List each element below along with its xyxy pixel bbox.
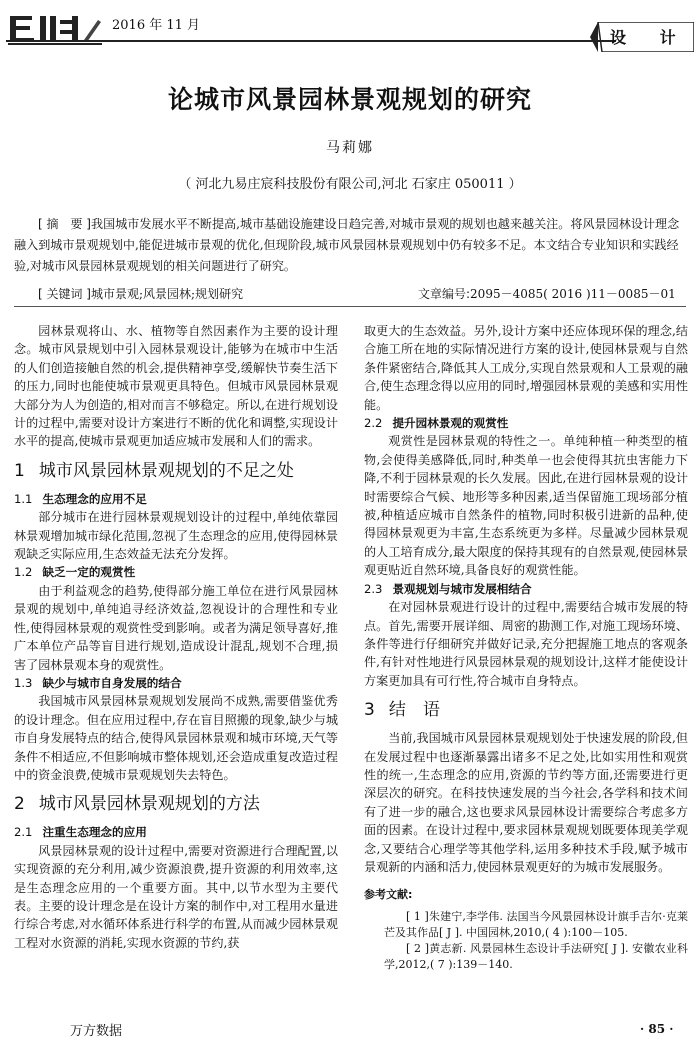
section-2-1-text: 风景园林景观的设计过程中,需要对资源进行合理配置,以实现资源的充分利用,减少资源浪费,提升资源的利用效率,这是生态理念应用的一个重要方面。其中,以节水型为主要代表。主要的设计理念是在设计方案的制作中,对工程用水量进行综合考虑,对水循环体系进行科学的布置,从而减少园林景观工程对水资源的消耗,实现水资源的节约,获 xyxy=(14,843,338,950)
keywords xyxy=(38,285,243,302)
article-title: 论城市风景园林景观规划的研究 xyxy=(167,85,532,114)
author-affiliation: （ 河北九易庄宸科技股份有限公司,河北 石家庄 050011 ） xyxy=(178,177,522,192)
section-tab xyxy=(590,22,694,52)
section-1-2-text: 由于利益观念的趋势,使得部分施工单位在进行风景园林景观的规划中,单纯追寻经济效益,忽视设计的合理性和专业性,使得园林景观的观赏性受到影响。或者为满足领导喜好,推广本单位产品等盲目进行规划,造成设计混乱,规划不合理,损害了园林景观本身的观赏性。 xyxy=(14,583,338,672)
section-2-1-heading: 2.1 注重生态理念的应用 xyxy=(14,825,147,840)
author-name: 马莉娜 xyxy=(326,140,374,156)
page-number: · 85 · xyxy=(640,1022,674,1036)
section-1-1-heading: 1.1 生态理念的应用不足 xyxy=(14,491,147,506)
footer-watermark: 万方数据 xyxy=(70,1024,123,1039)
section-1-heading: 1 城市风景园林景观规划的不足之处 xyxy=(14,460,294,481)
keywords-text: 城市景观;风景园林;规划研究 xyxy=(91,287,244,301)
intro-paragraph: 园林景观将山、水、植物等自然因素作为主要的设计理念。城市风景规划中引入园林景观设计,能够为在城市中生活的人们创造接触自然的机会,提供精神享受,缓解快节奏生活下的压力,同时也能使城市景观更具特色。但城市风景园林景观大部分为人为创造的,相对而言不够稳定。所以,在进行规划设计的过程中,需要对设计方案进行不断的优化和调整,实现设计水平的提高,使城市景观更加适应城市发展和人们的需求。 xyxy=(14,324,338,449)
reference-item: [ 2 ]黄志新. 风景园林生态设计手法研究[ J ]. 安徽农业科学,2012,( 7 ):139－140. xyxy=(384,941,688,971)
abstract-divider xyxy=(14,306,686,307)
section-2-heading: 2 城市风景园林景观规划的方法 xyxy=(14,794,260,815)
section-1-2-heading: 1.2 缺乏一定的观赏性 xyxy=(14,565,136,580)
section-2-3-heading: 2.3 景观规划与城市发展相结合 xyxy=(364,581,532,596)
section-1-3-text: 我国城市风景园林景观规划发展尚不成熟,需要借鉴优秀的设计理念。但在应用过程中,存在盲目照搬的现象,缺少与城市自身发展特点的结合,使得风景园林景观和城市环境,天气等条件不相适应,不但影响城市整体规划,还会造成重复改造过程中的资金浪费,使城市景观规划失去特色。 xyxy=(14,694,338,782)
section-label: 设 计 xyxy=(610,28,690,47)
journal-logo xyxy=(6,10,102,48)
article-number-label: 文章编号: xyxy=(418,287,471,301)
header-rule xyxy=(6,40,616,42)
abstract-text: 我国城市发展水平不断提高,城市基础设施建设日趋完善,对城市景观的规划也越来越关注。将风景园林设计理念融入到城市景观规划中,能促进城市景观的优化,但现阶段,城市风景园林景观规划中仍有较多不足。本文结合专业知识和实践经验,对城市风景园林景观规划的相关问题进行了研究。 xyxy=(14,217,680,273)
issue-date: 2016 年 11 月 xyxy=(112,18,201,33)
section-2-2-text: 观赏性是园林景观的特性之一。单纯种植一种类型的植物,会使得美感降低,同时,种类单一也会使得其抗虫害能力下降,不利于园林景观的长久发展。因此,在进行园林景观的设计时需要综合气候、地形等多种因素,适当保留施工现场部分植被,种植适应城市自然条件的植物,同时积极引进新的品种,使得园林景观更为丰富,生态系统更为多样。尽量减少园林景观的人工培育成分,最大限度的保持其现有的自然景观,使园林景观更贴近自然环境,具备良好的观赏性能。 xyxy=(364,434,688,578)
abstract xyxy=(14,214,686,277)
section-3-heading: 3 结 语 xyxy=(364,700,440,721)
abstract-label: [ 摘 要 ] xyxy=(38,217,91,231)
left-column xyxy=(14,322,338,952)
keywords-label: [ 关键词 ] xyxy=(38,287,91,301)
section-2-2-heading: 2.2 提升园林景观的观赏性 xyxy=(364,416,509,431)
reference-item: [ 1 ]朱建宁,李学伟. 法国当今风景园林设计旗手吉尔·克莱芒及其作品[ J ]. 中国园林,2010,( 4 ):100－105. xyxy=(384,909,688,939)
section-1-1-text: 部分城市在进行园林景观规划设计的过程中,单纯依靠园林景观增加城市绿化范围,忽视了生态理念的应用,使得园林景观缺乏实际应用,生态效益无法充分发挥。 xyxy=(14,510,338,562)
article-number xyxy=(418,285,676,302)
article-number-value: 2095－4085( 2016 )11－0085－01 xyxy=(470,287,676,301)
references-heading: 参考文献: xyxy=(364,888,413,902)
section-2-1-text-continued: 取更大的生态效益。另外,设计方案中还应体现环保的理念,结合施工所在地的实际情况进行方案的设计,使园林景观与自然条件紧密结合,降低其人工成分,实现自然景观和人工景观的融合,使生态理念得以应用的同时,增强园林景观的美感和实用性能。 xyxy=(364,324,688,412)
right-column xyxy=(364,322,688,973)
section-3-text: 当前,我国城市风景园林景观规划处于快速发展的阶段,但在发展过程中也逐渐暴露出诸多不足之处,比如实用性和观赏性的统一,生态理念的应用,资源的节约等方面,还需要进行更深层次的研究。在科技快速发展的当今社会,各学科和技术间有了进一步的融合,这也要求风景园林设计需要综合考虑多方面的因素。在设计过程中,要求园林景观规划既要体现美学观念,又要结合心理学等其他学科,运用多种技术手段,赋予城市景观新的内涵和活力,使园林景观更好的为城市发展服务。 xyxy=(364,731,688,874)
section-1-3-heading: 1.3 缺少与城市自身发展的结合 xyxy=(14,675,182,690)
section-2-3-text: 在对园林景观进行设计的过程中,需要结合城市发展的特点。首先,需要开展详细、周密的勘测工作,对施工现场环境、条件等进行仔细研究并做好记录,充分把握施工地点的客观条件,有针对性地进行风景园林景观的规划设计,这样才能使设计方案更加具有可行性,符合城市自身特点。 xyxy=(364,600,688,688)
